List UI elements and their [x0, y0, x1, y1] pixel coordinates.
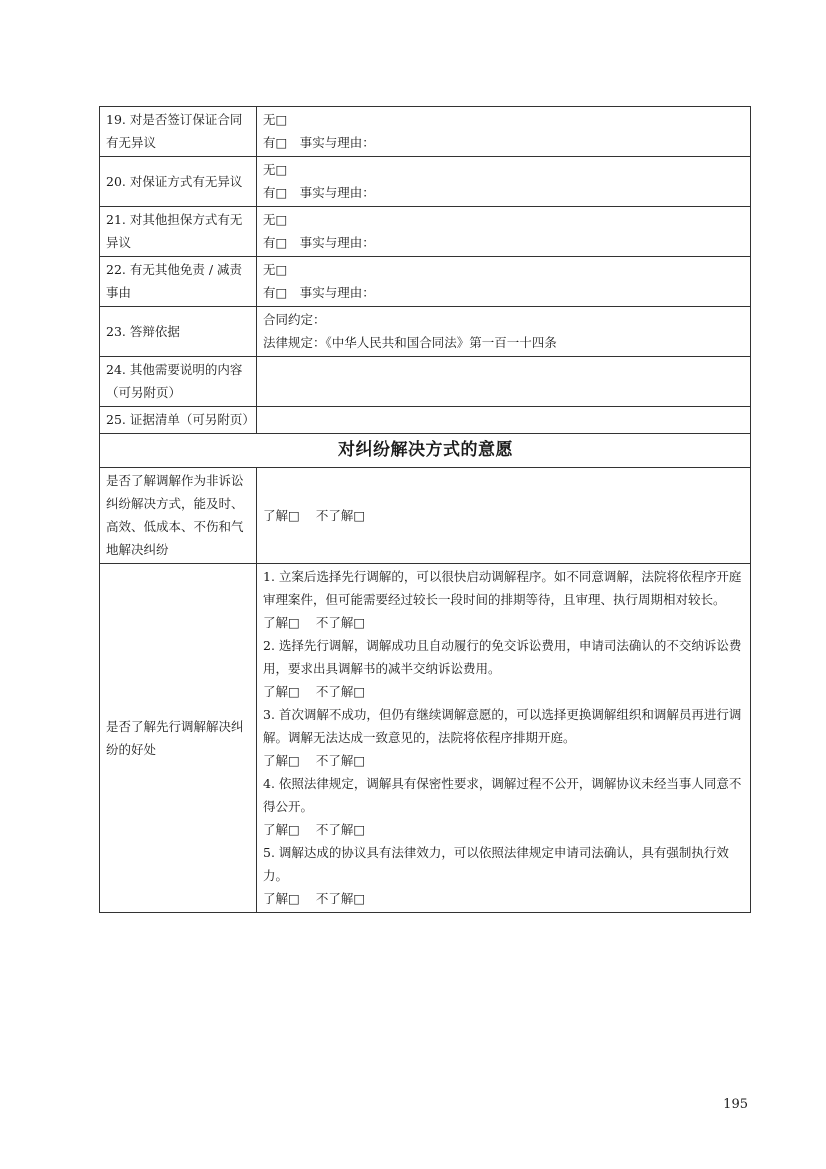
evidence-list-field[interactable]: [257, 407, 751, 434]
understand-checkbox[interactable]: 了解□: [263, 891, 300, 906]
option-has-reason[interactable]: 有□ 事实与理由：: [263, 185, 375, 200]
row-label: 22. 有无其他免责 / 减责事由: [100, 257, 257, 307]
contract-basis[interactable]: 合同约定：: [263, 312, 326, 327]
defense-form-table: [99, 106, 751, 913]
row-options: [257, 107, 751, 157]
row-label: 是否了解先行调解解决纠纷的好处: [100, 564, 257, 913]
not-understand-checkbox[interactable]: 不了解□: [315, 753, 366, 768]
benefits-list: [257, 564, 751, 913]
not-understand-checkbox[interactable]: 不了解□: [315, 684, 366, 699]
benefit-text: 2. 选择先行调解，调解成功且自动履行的免交诉讼费用，申请司法确认的不交纳诉讼费用，要求出具调解书的减半交纳诉讼费用。: [263, 638, 742, 676]
understand-checkbox[interactable]: 了解□: [263, 507, 300, 523]
benefit-text: 1. 立案后选择先行调解的，可以很快启动调解程序。如不同意调解，法院将依程序开庭审理案件，但可能需要经过较长一段时间的排期等待，且审理、执行周期相对较长。: [263, 569, 742, 607]
option-has-reason[interactable]: 有□ 事实与理由：: [263, 235, 375, 250]
table-row: [100, 107, 751, 157]
row-options: [257, 207, 751, 257]
other-notes-field[interactable]: [257, 357, 751, 407]
table-row: [100, 468, 751, 564]
table-row: [100, 407, 751, 434]
understand-checkbox[interactable]: 了解□: [263, 684, 300, 699]
row-options: [257, 257, 751, 307]
benefit-text: 3. 首次调解不成功，但仍有继续调解意愿的，可以选择更换调解组织和调解员再进行调解。调解无法达成一致意见的，法院将依程序排期开庭。: [263, 707, 742, 745]
table-row: [100, 357, 751, 407]
table-row: [100, 207, 751, 257]
option-has-reason[interactable]: 有□ 事实与理由：: [263, 285, 375, 300]
option-none[interactable]: 无□: [263, 262, 288, 277]
row-options: [257, 157, 751, 207]
legal-basis[interactable]: 法律规定：《中华人民共和国合同法》第一百一十四条: [263, 335, 557, 350]
row-label: 19. 对是否签订保证合同有无异议: [100, 107, 257, 157]
option-none[interactable]: 无□: [263, 162, 288, 177]
page-number: 195: [723, 1097, 748, 1112]
defense-basis: [257, 307, 751, 357]
understand-checkbox[interactable]: 了解□: [263, 822, 300, 837]
row-label: 20. 对保证方式有无异议: [100, 157, 257, 207]
benefit-text: 4. 依照法律规定，调解具有保密性要求，调解过程不公开，调解协议未经当事人同意不得公开。: [263, 776, 742, 814]
table-row: [100, 157, 751, 207]
section-header-row: [100, 434, 751, 468]
option-has-reason[interactable]: 有□ 事实与理由：: [263, 135, 375, 150]
not-understand-checkbox[interactable]: 不了解□: [315, 822, 366, 837]
option-none[interactable]: 无□: [263, 112, 288, 127]
row-label: 23. 答辩依据: [100, 307, 257, 357]
not-understand-checkbox[interactable]: 不了解□: [315, 507, 366, 523]
benefit-text: 5. 调解达成的协议具有法律效力，可以依照法律规定申请司法确认，具有强制执行效力。: [263, 845, 729, 883]
table-row: [100, 307, 751, 357]
row-label: 25. 证据清单（可另附页）: [100, 407, 257, 434]
row-label: 是否了解调解作为非诉讼纠纷解决方式，能及时、高效、低成本、不伤和气地解决纠纷: [100, 468, 257, 564]
not-understand-checkbox[interactable]: 不了解□: [315, 615, 366, 630]
row-label: 21. 对其他担保方式有无异议: [100, 207, 257, 257]
understand-checkbox[interactable]: 了解□: [263, 615, 300, 630]
not-understand-checkbox[interactable]: 不了解□: [315, 891, 366, 906]
row-options: [257, 468, 751, 564]
understand-checkbox[interactable]: 了解□: [263, 753, 300, 768]
row-label: 24. 其他需要说明的内容（可另附页）: [100, 357, 257, 407]
option-none[interactable]: 无□: [263, 212, 288, 227]
section-title: 对纠纷解决方式的意愿: [100, 434, 751, 468]
table-row: [100, 257, 751, 307]
table-row: [100, 564, 751, 913]
